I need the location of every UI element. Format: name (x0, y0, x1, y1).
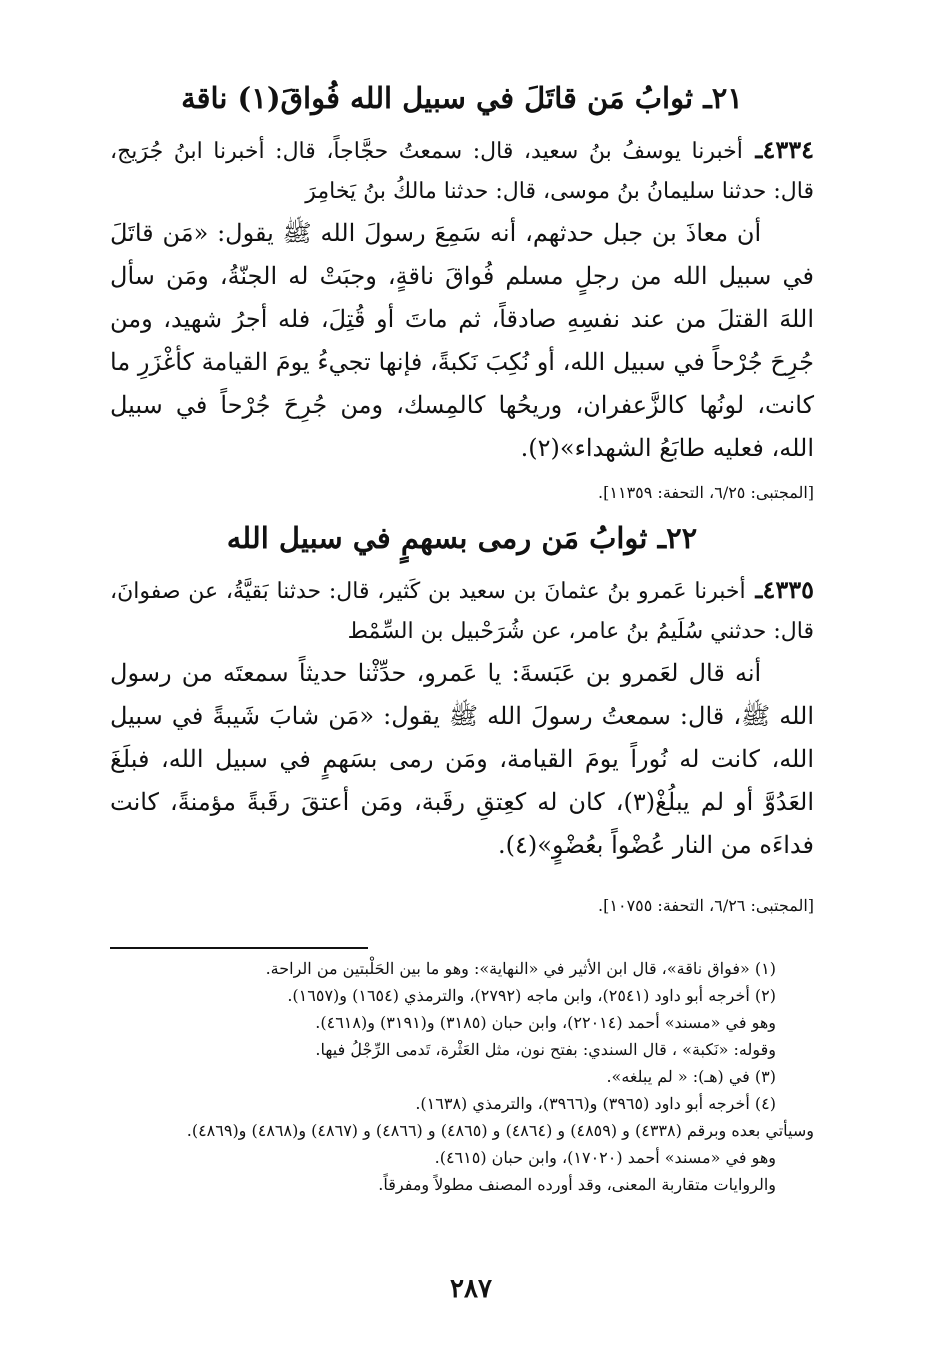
footnote-divider (110, 947, 368, 949)
hadith-matn: أن معاذَ بن جبل حدثهم، أنه سَمِعَ رسولَ الله ﷺ يقول: «مَن قاتَلَ في سبيل الله من رجلٍ مسلم فُواقَ ناقةٍ، وجبَتْ له الجنّةُ، ومَن سأل اللهَ القتلَ من عند نفسِهِ صادقاً، ثم ماتَ أو قُتِلَ، فله أجرُ شهيد، ومن جُرِحَ جُرْحاً في سبيل الله، أو نُكِبَ نَكبةً، فإنها تجيءُ يومَ القيامة كأغْزَرِ ما كانت، لونُها كالزَّعفران، وريحُها كالمِسك، ومن جُرِحَ جُرْحاً في سبيل الله، فعليه طابَعُ الشهداء»(٢). (110, 219, 814, 462)
footnote-line: (١) «فواق ناقة»، قال ابن الأثير في «النهاية»: وهو ما بين الحَلْبتين من الراحة. (265, 959, 776, 978)
hadith-number: ٤٣٣٥ـ (755, 575, 814, 604)
hadith-matn: أنه قال لعَمرو بن عَبَسةَ: يا عَمرو، حدِّثْنا حديثاً سمعتَه من رسول الله ﷺ، قال: سمعتُ رسولَ الله ﷺ يقول: «مَن شابَ شَيبةً في سبيل الله، كانت له نُوراً يومَ القيامة، ومَن رمى بسَهمٍ في سبيل الله، فبلَغَ العَدُوَّ أو لم يبلُغْ(٣)، كان له كعِتقِ رقَبة، ومَن أعتقَ رقَبةً مؤمنةً، كانت فداءَه من النار عُضْواً بعُضْوٍ»(٤). (110, 659, 814, 859)
chapter-title: ٢٢ـ ثوابُ مَن رمى بسهمٍ في سبيل الله (226, 521, 698, 555)
chapter-22 (110, 516, 814, 921)
hadith-isnad (110, 570, 814, 652)
hadith-number: ٤٣٣٤ـ (755, 135, 814, 164)
hadith-reference: [المجتبى: ٦/٢٦، التحفة: ١٠٧٥٥]. (598, 896, 814, 915)
footnote-line: والروايات متقاربة المعنى، وقد أورده المصنف مطولاً ومفرقاً. (378, 1175, 776, 1194)
isnad-text: أخبرنا عَمرو بنُ عثمانَ بن سعيد بن كَثير، قال: حدثنا بَقيَّةُ، عن صفوانَ، قال: حدثني سُلَيمُ بنُ عامر، عن شُرَحْبيل بن السِّمْط (110, 579, 814, 644)
hadith-reference: [المجتبى: ٦/٢٥، التحفة: ١١٣٥٩]. (598, 483, 814, 502)
chapter-21 (110, 76, 814, 508)
page-number: ٢٨٧ (450, 1274, 492, 1304)
footnote-line: وسيأتي بعده وبرقم (٤٣٣٨) و (٤٨٥٩) و (٤٨٦٤) و (٤٨٦٥) و (٤٨٦٦) و (٤٨٦٧) و(٤٨٦٨) و(٤٨٦٩). (186, 1121, 814, 1140)
footnote-line: (٢) أخرجه أبو داود (٢٥٤١)، وابن ماجه (٢٧٩٢)، والترمذي (١٦٥٤) و(١٦٥٧). (287, 986, 776, 1005)
footnote-line: وقوله: «نَكبة» ، قال السندي: بفتح نون، مثل العَثْرة، تَدمى الرِّجْلُ فيها. (315, 1040, 776, 1059)
footnote-line: (٣) في (هـ): « لم يبلغه». (606, 1067, 776, 1086)
chapter-title: ٢١ـ ثوابُ مَن قاتَلَ في سبيل الله فُواقَ(١) ناقة (181, 81, 743, 115)
footnote-line: وهو في «مسند» أحمد (١٧٠٢٠)، وابن حبان (٤٦١٥). (434, 1148, 776, 1167)
footnote-line: (٤) أخرجه أبو داود (٣٩٦٥) و(٣٩٦٦)، والترمذي (١٦٣٨). (415, 1094, 776, 1113)
footnotes (110, 955, 814, 1198)
footnote-line: وهو في «مسند» أحمد (٢٢٠١٤)، وابن حبان (٣١٨٥) و(٣١٩١) و(٤٦١٨). (315, 1013, 776, 1032)
hadith-isnad (110, 130, 814, 212)
isnad-text: أخبرنا يوسفُ بنُ سعيد، قال: سمعتُ حجَّاجاً، قال: أخبرنا ابنُ جُرَيج، قال: حدثنا سليمانُ بنُ موسى، قال: حدثنا مالكُ بنُ يَخامِرَ (110, 139, 814, 204)
